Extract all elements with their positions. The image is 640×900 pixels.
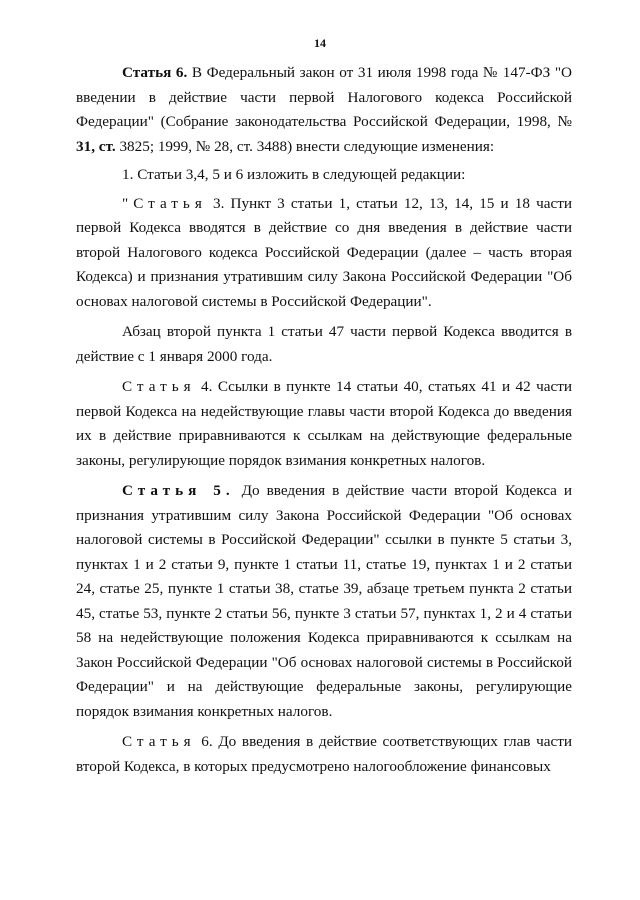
article-6-lead: Статья	[122, 733, 196, 750]
article-5-lead: Статья 5.	[122, 482, 235, 499]
article-6-heading: Статья 6.	[122, 64, 188, 81]
paragraph-article-5	[76, 479, 572, 724]
paragraph-text: До введения в действие части второй Кодекса и признания утратившим силу Закона Российской Федерации "Об основах налоговой системы в Российской Федерации" ссылки в пункте 5 статьи 3, пунктах 1 и 2 статьи 9, пункте 1 статьи 11, статье 19, пунктах 1 и 2 статьи 24, статье 25, пункте 1 статьи 38, статье 39, абзаце третьем пункта 2 статьи 45, статье 53, пункте 2 статьи 56, пункте 3 статьи 57, пунктах 1, 2 и 4 статьи 58 на недействующие положения Кодекса приравниваются к ссылкам на Закон Российской Федерации "Об основах налоговой системы в Российской Федерации" и на действующие федеральные законы, регулирующие порядок взимания конкретных налогов.	[76, 482, 572, 720]
paragraph-text: 6. До введения в действие соответствующих глав части второй Кодекса, в которых предусмотрено налогообложение финансовых	[76, 733, 572, 775]
paragraph-article-4	[76, 375, 572, 473]
paragraph-item-1	[76, 163, 572, 188]
page-number: 14	[314, 36, 326, 50]
bold-reference: 31, ст.	[76, 137, 116, 155]
paragraph-article-47-note	[76, 320, 572, 369]
paragraph-article-6-intro	[76, 61, 572, 159]
article-4-lead: Статья	[122, 378, 196, 395]
paragraph-text: 3825; 1999, № 28, ст. 3488) внести следующие изменения:	[115, 137, 495, 155]
document-body	[76, 61, 572, 779]
paragraph-text: В Федеральный закон от 31 июля 1998 года № 147-ФЗ "О введении в действие части первой Налогового кодекса Российской Федерации" (Собрание законодательства Российской Федерации, 1998, №	[76, 64, 572, 130]
paragraph-text: 4. Ссылки в пункте 14 статьи 40, статьях 41 и 42 части первой Кодекса на недействующие главы части второй Кодекса до введения их в действие приравниваются к ссылкам на действующие федеральные законы, регулирующие порядок взимания конкретных налогов.	[76, 378, 572, 469]
paragraph-article-3	[76, 192, 572, 315]
article-3-lead: "Статья	[122, 194, 207, 212]
paragraph-text: 3. Пункт 3 статьи 1, статьи 12, 13, 14, 15 и 18 части первой Кодекса вводятся в действие со дня введения в действие части второй Налогового кодекса Российской Федерации (далее – часть вторая Кодекса) и признания утратившим силу Закона Российской Федерации "Об основах налоговой системы в Российской Федерации".	[76, 194, 572, 310]
paragraph-text: Абзац второй пункта 1 статьи 47 части первой Кодекса вводится в действие с 1 января 2000 года.	[76, 323, 572, 365]
paragraph-text: 1. Статьи 3,4, 5 и 6 изложить в следующей редакции:	[122, 166, 466, 183]
paragraph-article-6	[76, 730, 572, 779]
